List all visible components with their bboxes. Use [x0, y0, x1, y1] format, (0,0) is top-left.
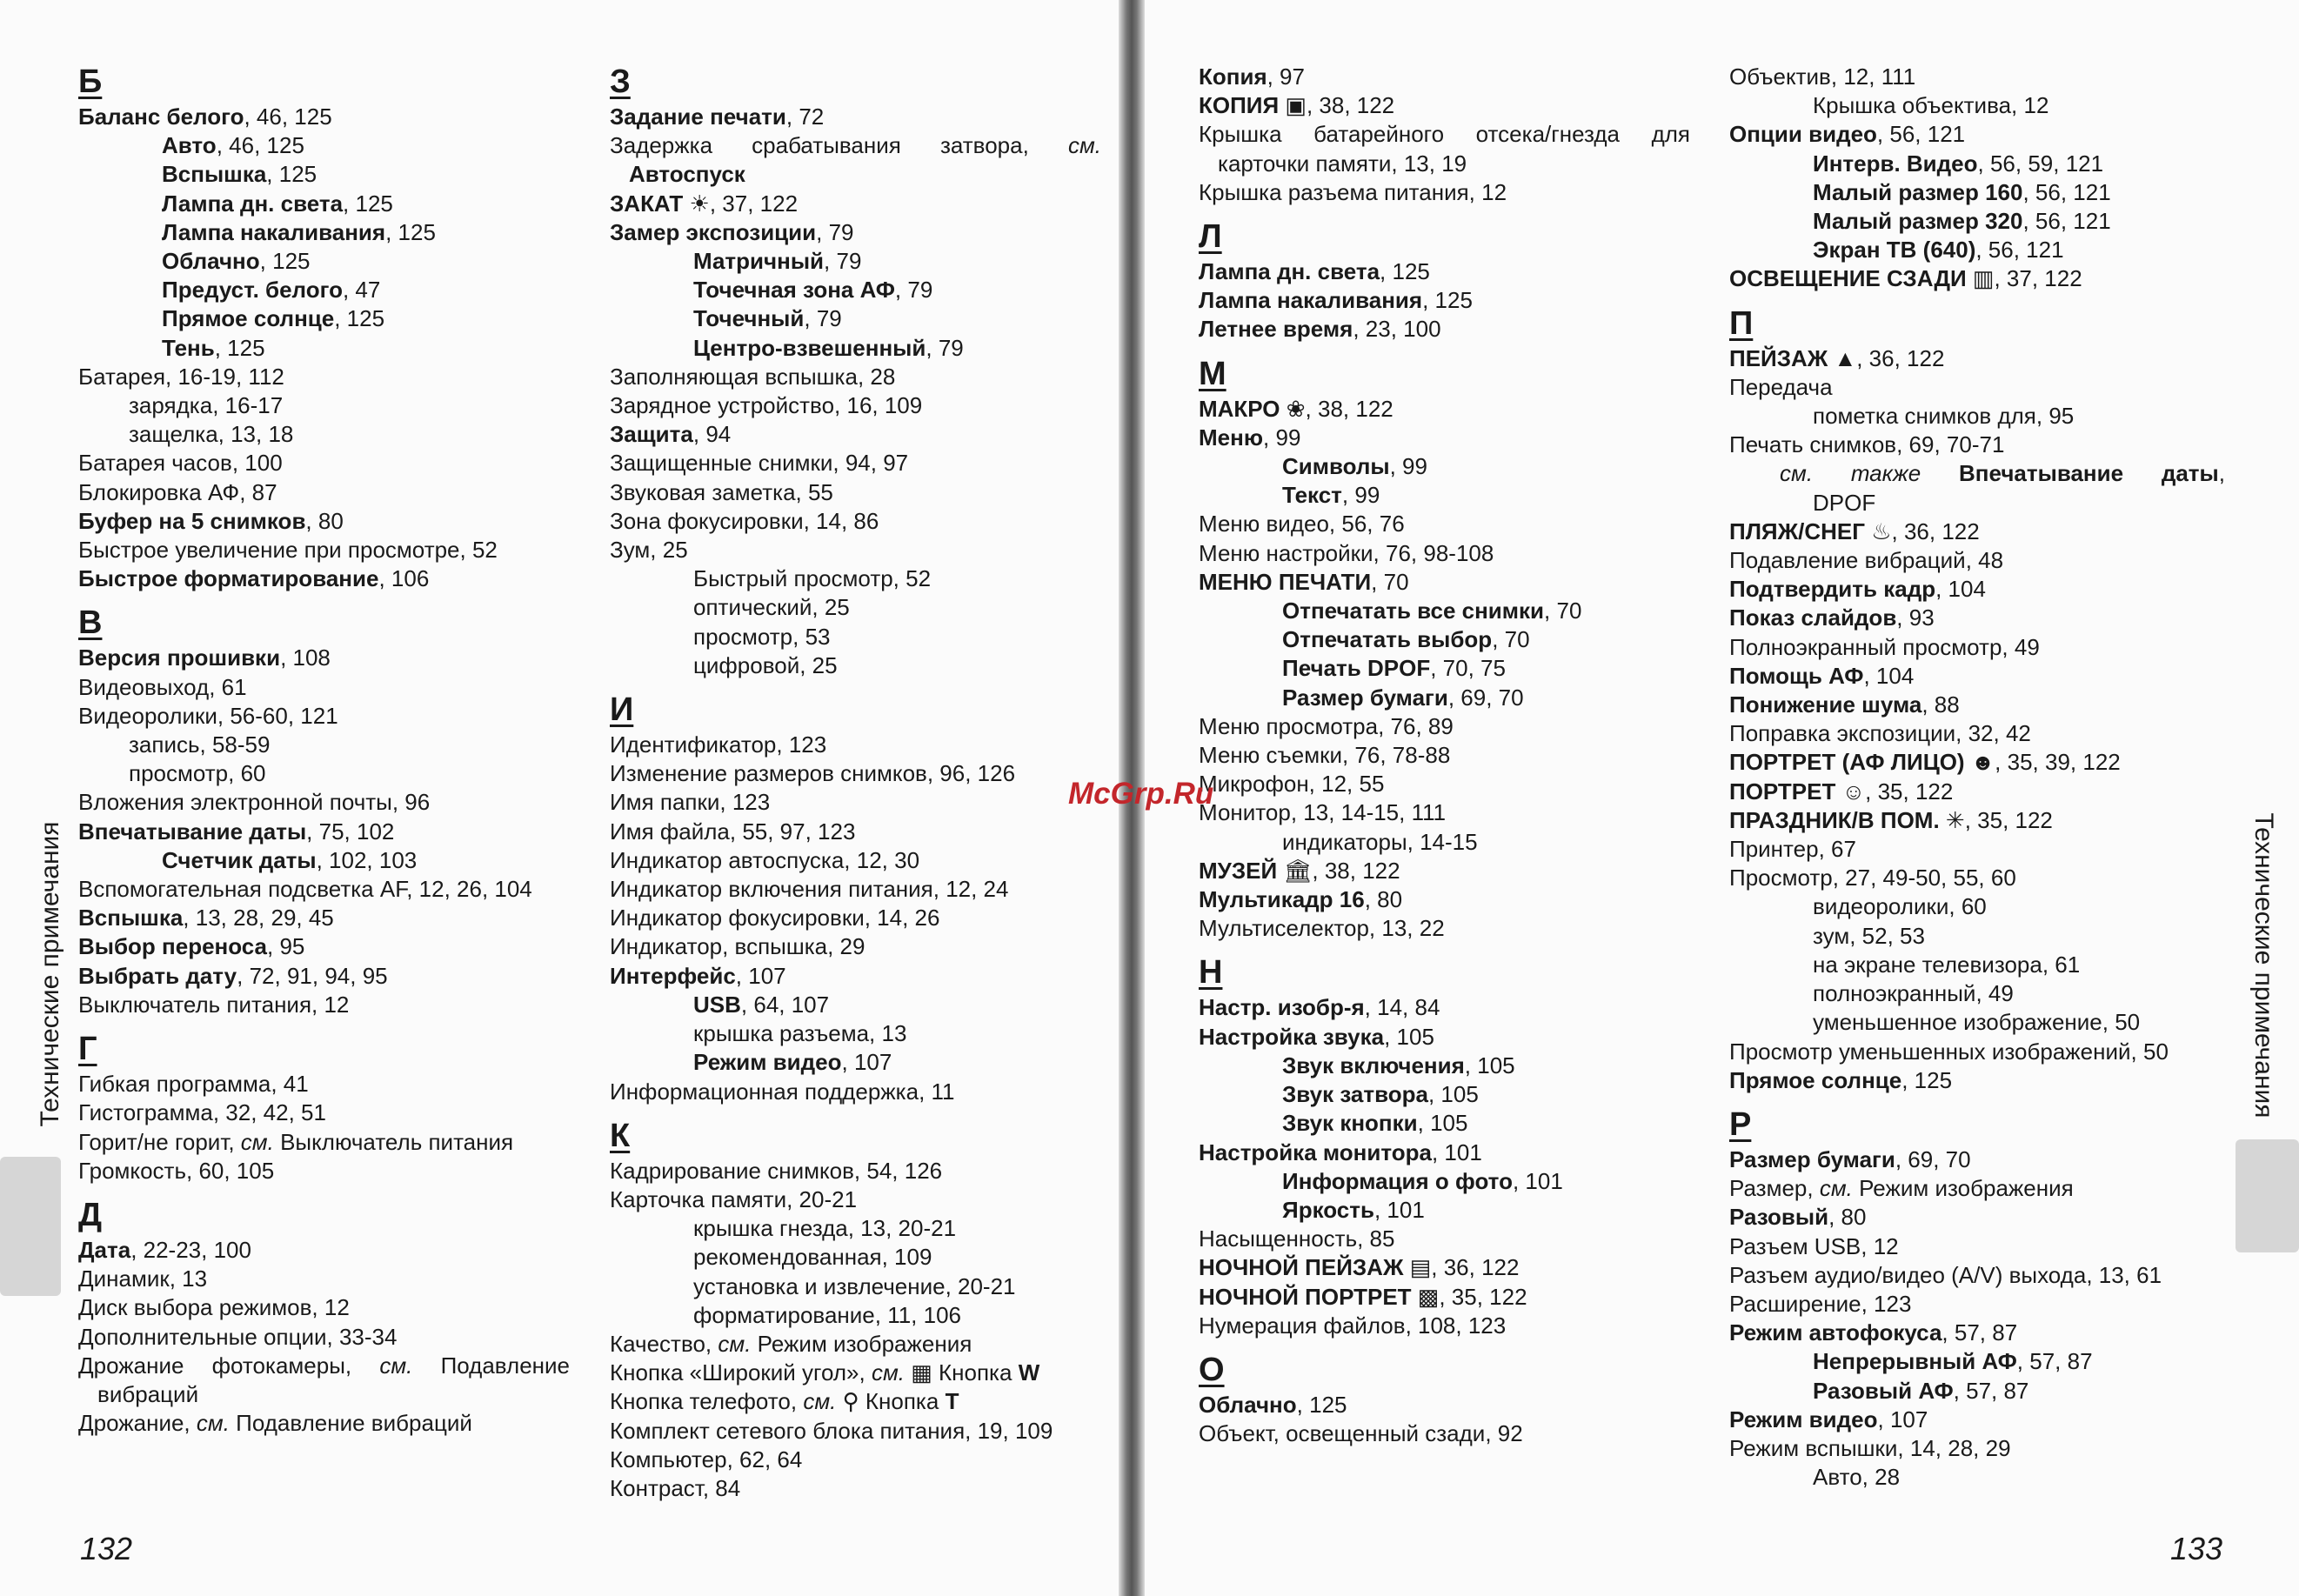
index-entry: Батарея, 16-19, 112 [78, 363, 284, 390]
index-entry: Принтер, 67 [1729, 836, 1856, 863]
index-entry: Передача [1729, 373, 1833, 400]
index-entry: Крышка объектива, 12 [1813, 92, 2049, 119]
index-entry: Центро-взвешенный, 79 [693, 334, 964, 361]
index-entry: ЗАКАТ ☀, 37, 122 [610, 190, 799, 217]
index-entry: Прямое солнце, 125 [1729, 1066, 1953, 1093]
index-entry: Кнопка телефото, см. ⚲ Кнопка T [610, 1388, 959, 1415]
index-entry: Имя файла, 55, 97, 123 [610, 818, 856, 845]
index-entry: Вложения электронной почты, 96 [78, 789, 431, 816]
index-column-3 [1199, 63, 1690, 1448]
index-entry: зарядка, 16-17 [129, 392, 284, 419]
index-entry: ПЕЙЗАЖ ▲, 36, 122 [1729, 344, 1945, 371]
index-entry: Лампа дн. света, 125 [1199, 258, 1430, 285]
index-entry: Яркость, 101 [1282, 1196, 1425, 1223]
index-entry: Понижение шума, 88 [1729, 691, 1960, 718]
index-entry: Мультикадр 16, 80 [1199, 886, 1403, 913]
index-entry: Быстрое увеличение при просмотре, 52 [78, 537, 498, 564]
index-entry: Меню видео, 56, 76 [1199, 511, 1405, 538]
index-entry: МЕНЮ ПЕЧАТИ, 70 [1199, 568, 1409, 595]
section-letter: В [78, 604, 103, 642]
section-letter: О [1199, 1351, 1225, 1388]
index-entry: Вспышка, 13, 28, 29, 45 [78, 905, 334, 932]
page-number-left: 132 [80, 1531, 133, 1566]
index-entry: видеоролики, 60 [1813, 893, 1987, 920]
index-entry: Отпечатать выбор, 70 [1282, 626, 1530, 653]
index-entry: Летнее время, 23, 100 [1199, 316, 1441, 343]
index-entry: Режим вспышки, 14, 28, 29 [1729, 1434, 2011, 1461]
index-entry: Мультиселектор, 13, 22 [1199, 915, 1445, 942]
index-entry: рекомендованная, 109 [693, 1244, 932, 1271]
index-entry: Гибкая программа, 41 [78, 1071, 309, 1098]
index-entry: Настройка монитора, 101 [1199, 1139, 1482, 1165]
index-entry: Режим автофокуса, 57, 87 [1729, 1319, 2018, 1346]
section-letter: Л [1199, 218, 1222, 256]
index-entry: Предуст. белого, 47 [162, 277, 381, 304]
index-entry: см. также Впечатывание даты, [1780, 460, 2225, 487]
index-entry: Экран ТВ (640), 56, 121 [1813, 237, 2064, 264]
index-entry: Карточка памяти, 20-21 [610, 1185, 858, 1212]
index-entry: Разовый, 80 [1729, 1204, 1867, 1231]
index-entry: Символы, 99 [1282, 453, 1427, 480]
index-entry: Объектив, 12, 111 [1729, 63, 1916, 90]
index-entry: Автоспуск [629, 161, 745, 188]
index-entry: Заполняющая вспышка, 28 [610, 363, 896, 390]
index-entry: Монитор, 13, 14-15, 111 [1199, 799, 1447, 826]
index-entry: форматирование, 11, 106 [693, 1301, 962, 1328]
index-entry: установка и извлечение, 20-21 [693, 1272, 1016, 1299]
index-entry: Звук затвора, 105 [1282, 1081, 1479, 1108]
index-entry: Точечная зона АФ, 79 [693, 277, 933, 304]
index-entry: полноэкранный, 49 [1813, 980, 2014, 1007]
index-entry: Просмотр уменьшенных изображений, 50 [1729, 1038, 2169, 1065]
index-entry: Блокировка АФ, 87 [78, 478, 277, 505]
index-entry: Подавление вибраций, 48 [1729, 547, 2004, 574]
index-entry: Зона фокусировки, 14, 86 [610, 507, 879, 534]
index-entry: Размер бумаги, 69, 70 [1282, 684, 1524, 711]
index-entry: Дата, 22-23, 100 [78, 1236, 251, 1263]
index-entry: Облачно, 125 [162, 248, 311, 275]
index-entry: Индикатор, вспышка, 29 [610, 933, 865, 960]
index-entry: Лампа накаливания, 125 [1199, 287, 1473, 314]
index-entry: ПОРТРЕТ (АФ ЛИЦО) ☻, 35, 39, 122 [1729, 749, 2121, 776]
index-entry: Имя папки, 123 [610, 789, 771, 816]
index-entry: Малый размер 320, 56, 121 [1813, 208, 2111, 235]
index-column-4 [1729, 63, 2225, 1492]
index-entry: Контраст, 84 [610, 1474, 741, 1501]
index-entry: Крышка батарейного отсека/гнезда для [1199, 121, 1690, 148]
index-entry: Выключатель питания, 12 [78, 991, 350, 1018]
watermark: McGrp.Ru [1068, 777, 1214, 811]
index-entry: Режим видео, 107 [693, 1049, 892, 1076]
section-letter: З [610, 63, 631, 100]
index-entry: Индикатор фокусировки, 14, 26 [610, 905, 940, 932]
index-entry: Нумерация файлов, 108, 123 [1199, 1312, 1507, 1339]
index-entry: Зарядное устройство, 16, 109 [610, 392, 923, 419]
index-entry: Кнопка «Широкий угол», см. ▦ Кнопка W [610, 1359, 1040, 1386]
section-letter: Б [78, 63, 103, 100]
index-entry: Задание печати, 72 [610, 104, 825, 130]
section-letter: Н [1199, 954, 1223, 992]
index-entry: Изменение размеров снимков, 96, 126 [610, 760, 1016, 787]
index-entry: зум, 52, 53 [1813, 922, 1925, 949]
index-entry: Текст, 99 [1282, 482, 1380, 509]
section-letter: Р [1729, 1105, 1752, 1143]
index-entry: Копия, 97 [1199, 63, 1305, 90]
index-entry: вибраций [97, 1380, 199, 1407]
index-entry: Поправка экспозиции, 32, 42 [1729, 720, 2031, 747]
index-entry: Быстрый просмотр, 52 [693, 565, 932, 592]
index-entry: Динамик, 13 [78, 1265, 208, 1292]
index-entry: Размер, см. Режим изображения [1729, 1175, 2074, 1202]
index-entry: Выбрать дату, 72, 91, 94, 95 [78, 962, 388, 989]
index-entry: Вспышка, 125 [162, 161, 317, 188]
index-entry: Комплект сетевого блока питания, 19, 109 [610, 1417, 1053, 1444]
index-entry: DPOF [1813, 489, 1876, 516]
index-entry: Индикатор включения питания, 12, 24 [610, 876, 1009, 903]
index-entry: Расширение, 123 [1729, 1290, 1912, 1317]
index-entry: Интерв. Видео, 56, 59, 121 [1813, 150, 2104, 177]
index-entry: USB, 64, 107 [693, 991, 830, 1018]
index-entry: Меню настройки, 76, 98-108 [1199, 539, 1494, 566]
index-entry: Помощь АФ, 104 [1729, 662, 1915, 689]
index-entry: оптический, 25 [693, 594, 850, 621]
index-entry: просмотр, 53 [693, 623, 831, 650]
index-entry: Матричный, 79 [693, 248, 862, 275]
index-entry: Непрерывный АФ, 57, 87 [1813, 1348, 2093, 1375]
index-entry: крышка гнезда, 13, 20-21 [693, 1215, 957, 1242]
index-entry: Дополнительные опции, 33-34 [78, 1323, 398, 1350]
section-letter: Г [78, 1031, 97, 1068]
index-entry: карточки памяти, 13, 19 [1218, 150, 1467, 177]
index-entry: Лампа дн. света, 125 [162, 190, 393, 217]
index-entry: Дрожание, см. Подавление вибраций [78, 1410, 472, 1437]
index-entry: НОЧНОЙ ПЕЙЗАЖ ▤, 36, 122 [1199, 1254, 1520, 1281]
index-entry: Меню съемки, 76, 78-88 [1199, 742, 1451, 769]
index-entry: на экране телевизора, 61 [1813, 951, 2081, 978]
index-entry: Задержка срабатывания затвора, см. [610, 132, 1101, 159]
index-entry: Разъем USB, 12 [1729, 1232, 1899, 1259]
index-entry: Впечатывание даты, 75, 102 [78, 818, 395, 845]
index-entry: НОЧНОЙ ПОРТРЕТ ▩, 35, 122 [1199, 1283, 1527, 1310]
index-entry: крышка разъема, 13 [693, 1020, 907, 1047]
index-entry: Зум, 25 [610, 537, 688, 564]
index-entry: Защищенные снимки, 94, 97 [610, 450, 909, 477]
index-entry: Подтвердить кадр, 104 [1729, 576, 1986, 603]
index-entry: Показ слайдов, 93 [1729, 604, 1935, 631]
section-letter: М [1199, 355, 1226, 392]
index-entry: Разъем аудио/видео (A/V) выхода, 13, 61 [1729, 1261, 2162, 1288]
index-entry: Выбор переноса, 95 [78, 933, 305, 960]
side-label-left: Технические примечания [36, 821, 64, 1127]
index-entry: Звуковая заметка, 55 [610, 478, 833, 505]
index-entry: Баланс белого, 46, 125 [78, 104, 332, 130]
index-entry: Качество, см. Режим изображения [610, 1330, 972, 1357]
section-letter: И [610, 691, 634, 729]
index-entry: Объект, освещенный сзади, 92 [1199, 1420, 1523, 1447]
index-entry: Разовый АФ, 57, 87 [1813, 1377, 2029, 1404]
index-entry: Авто, 46, 125 [162, 132, 304, 159]
index-entry: цифровой, 25 [693, 651, 838, 678]
index-entry: Режим видео, 107 [1729, 1406, 1928, 1432]
index-entry: Видеоролики, 56-60, 121 [78, 702, 338, 729]
index-entry: Гистограмма, 32, 42, 51 [78, 1099, 326, 1126]
index-entry: Идентификатор, 123 [610, 731, 827, 758]
index-entry: КОПИЯ ▣, 38, 122 [1199, 92, 1395, 119]
section-letter: П [1729, 304, 1754, 342]
index-entry: МАКРО ❀, 38, 122 [1199, 395, 1393, 422]
index-entry: Батарея часов, 100 [78, 450, 283, 477]
index-entry: Авто, 28 [1813, 1464, 1901, 1491]
index-entry: Интерфейс, 107 [610, 962, 786, 989]
index-entry: Индикатор автоспуска, 12, 30 [610, 846, 920, 873]
index-entry: Быстрое форматирование, 106 [78, 565, 430, 592]
index-entry: Малый размер 160, 56, 121 [1813, 178, 2111, 205]
index-entry: пометка снимков для, 95 [1813, 403, 2075, 430]
index-entry: Опции видео, 56, 121 [1729, 121, 1966, 148]
index-entry: Полноэкранный просмотр, 49 [1729, 633, 2040, 660]
index-entry: Меню, 99 [1199, 424, 1301, 451]
index-entry: Печать DPOF, 70, 75 [1282, 655, 1506, 682]
index-entry: Микрофон, 12, 55 [1199, 771, 1385, 798]
index-entry: Защита, 94 [610, 421, 732, 448]
index-entry: Лампа накаливания, 125 [162, 218, 436, 245]
index-entry: Звук кнопки, 105 [1282, 1110, 1468, 1137]
section-letter: Д [78, 1196, 103, 1233]
index-entry: ПРАЗДНИК/В ПОМ. ✳, 35, 122 [1729, 806, 2053, 833]
thumb-tab-right [2236, 1139, 2299, 1252]
index-entry: Прямое солнце, 125 [162, 305, 385, 332]
page-number-right: 133 [2170, 1531, 2223, 1566]
index-entry: Счетчик даты, 102, 103 [162, 846, 418, 873]
index-entry: Кадрирование снимков, 54, 126 [610, 1157, 943, 1184]
index-entry: Звук включения, 105 [1282, 1052, 1515, 1078]
index-entry: Замер экспозиции, 79 [610, 218, 854, 245]
index-column-2 [610, 63, 1101, 1503]
index-entry: Видеовыход, 61 [78, 673, 247, 700]
thumb-tab-left [0, 1157, 61, 1296]
index-entry: Размер бумаги, 69, 70 [1729, 1145, 1971, 1172]
index-entry: Горит/не горит, см. Выключатель питания [78, 1128, 514, 1155]
index-entry: запись, 58-59 [129, 731, 271, 758]
index-entry: Просмотр, 27, 49-50, 55, 60 [1729, 865, 2016, 891]
index-entry: Громкость, 60, 105 [78, 1157, 275, 1184]
index-entry: Компьютер, 62, 64 [610, 1446, 803, 1472]
index-entry: Крышка разъема питания, 12 [1199, 178, 1507, 205]
index-entry: ПОРТРЕТ ☺, 35, 122 [1729, 778, 1954, 805]
index-entry: Насыщенность, 85 [1199, 1225, 1395, 1252]
section-letter: К [610, 1117, 631, 1154]
index-entry: Информация о фото, 101 [1282, 1167, 1563, 1194]
index-entry: МУЗЕЙ 🏛, 38, 122 [1199, 857, 1400, 884]
index-entry: защелка, 13, 18 [129, 421, 294, 448]
index-entry: индикаторы, 14-15 [1282, 828, 1478, 855]
index-entry: Настройка звука, 105 [1199, 1023, 1434, 1050]
index-entry: Вспомогательная подсветка AF, 12, 26, 104 [78, 876, 532, 903]
index-entry: Буфер на 5 снимков, 80 [78, 507, 344, 534]
index-entry: уменьшенное изображение, 50 [1813, 1009, 2141, 1036]
index-entry: просмотр, 60 [129, 760, 266, 787]
index-entry: ОСВЕЩЕНИЕ СЗАДИ ▥, 37, 122 [1729, 265, 2082, 292]
index-entry: Дрожание фотокамеры, см. Подавление [78, 1352, 570, 1379]
index-entry: Версия прошивки, 108 [78, 644, 331, 671]
index-entry: Отпечатать все снимки, 70 [1282, 598, 1582, 624]
index-entry: Печать снимков, 69, 70-71 [1729, 431, 2005, 458]
index-entry: ПЛЯЖ/СНЕГ ♨, 36, 122 [1729, 518, 1980, 544]
index-entry: Информационная поддержка, 11 [610, 1078, 955, 1105]
index-entry: Тень, 125 [162, 334, 265, 361]
side-label-right: Технические примечания [2249, 812, 2278, 1119]
index-entry: Меню просмотра, 76, 89 [1199, 712, 1454, 739]
index-entry: Облачно, 125 [1199, 1391, 1347, 1418]
index-entry: Настр. изобр-я, 14, 84 [1199, 994, 1440, 1021]
index-column-1 [78, 63, 570, 1438]
index-entry: Точечный, 79 [693, 305, 842, 332]
index-entry: Диск выбора режимов, 12 [78, 1294, 350, 1321]
